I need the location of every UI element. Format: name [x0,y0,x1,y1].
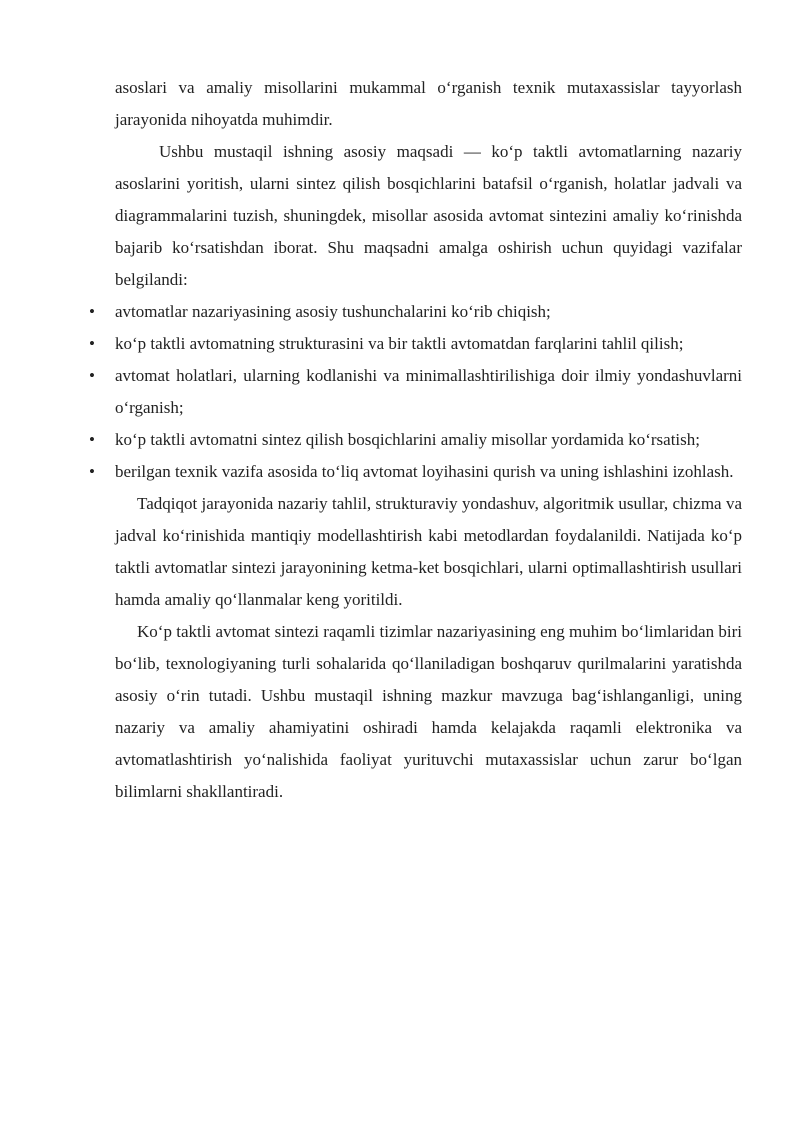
document-body [89,72,742,808]
task-text: ko‘p taktli avtomatni sintez qilish bosqichlarini amaliy misollar yordamida ko‘rsatish; [115,430,700,449]
task-list-item [89,456,742,488]
bullet-icon: • [89,462,95,481]
goal-paragraph: Ushbu mustaqil ishning asosiy maqsadi — ko‘p taktli avtomatlarning nazariy asoslarini yoritish, ularni sintez qilish bosqichlarini batafsil o‘rganish, holatlar jadvali va diagrammalarini tuzish, shuningdek, misollar asosida avtomat sintezini amaliy ko‘rinishda bajarib ko‘rsatishdan iborat. Shu maqsadni amalga oshirish uchun quyidagi vazifalar belgilandi: [115,142,742,289]
task-text: avtomat holatlari, ularning kodlanishi va minimallashtirilishiga doir ilmiy yondashuvlarni o‘rganish; [115,366,742,417]
task-list [89,296,742,488]
task-text: berilgan texnik vazifa asosida to‘liq avtomat loyihasini qurish va uning ishlashini izohlash. [115,462,734,481]
bullet-icon: • [89,430,95,449]
task-list-item [89,424,742,456]
task-list-item [89,328,742,360]
task-list-item [89,296,742,328]
conclusion-paragraph: Ko‘p taktli avtomat sintezi raqamli tizimlar nazariyasining eng muhim bo‘limlaridan biri bo‘lib, texnologiyaning turli sohalarida qo‘llaniladigan boshqaruv qurilmalarini yaratishda asosiy o‘rin tutadi. Ushbu mustaqil ishning mazkur mavzuga bag‘ishlanganligi, uning nazariy va amaliy ahamiyatini oshiradi hamda kelajakda raqamli elektronika va avtomatlashtirish yo‘nalishida faoliyat yurituvchi mutaxassislar uchun zarur bo‘lgan bilimlarni shakllantiradi. [115,622,742,801]
task-list-item [89,360,742,424]
methods-paragraph: Tadqiqot jarayonida nazariy tahlil, strukturaviy yondashuv, algoritmik usullar, chizma va jadval ko‘rinishida mantiqiy modellashtirish kabi metodlardan foydalanildi. Natijada ko‘p taktli avtomatlar sintezi jarayonining ketma-ket bosqichlari, ularni optimallashtirish usullari hamda amaliy qo‘llanmalar keng yoritildi. [115,494,742,609]
task-text: ko‘p taktli avtomatning strukturasini va bir taktli avtomatdan farqlarini tahlil qilish; [115,334,684,353]
task-text: avtomatlar nazariyasining asosiy tushunchalarini ko‘rib chiqish; [115,302,551,321]
bullet-icon: • [89,302,95,321]
intro-continuation-paragraph: asoslari va amaliy misollarini mukammal o‘rganish texnik mutaxassislar tayyorlash jarayonida nihoyatda muhimdir. [115,78,742,129]
bullet-icon: • [89,366,95,385]
bullet-icon: • [89,334,95,353]
